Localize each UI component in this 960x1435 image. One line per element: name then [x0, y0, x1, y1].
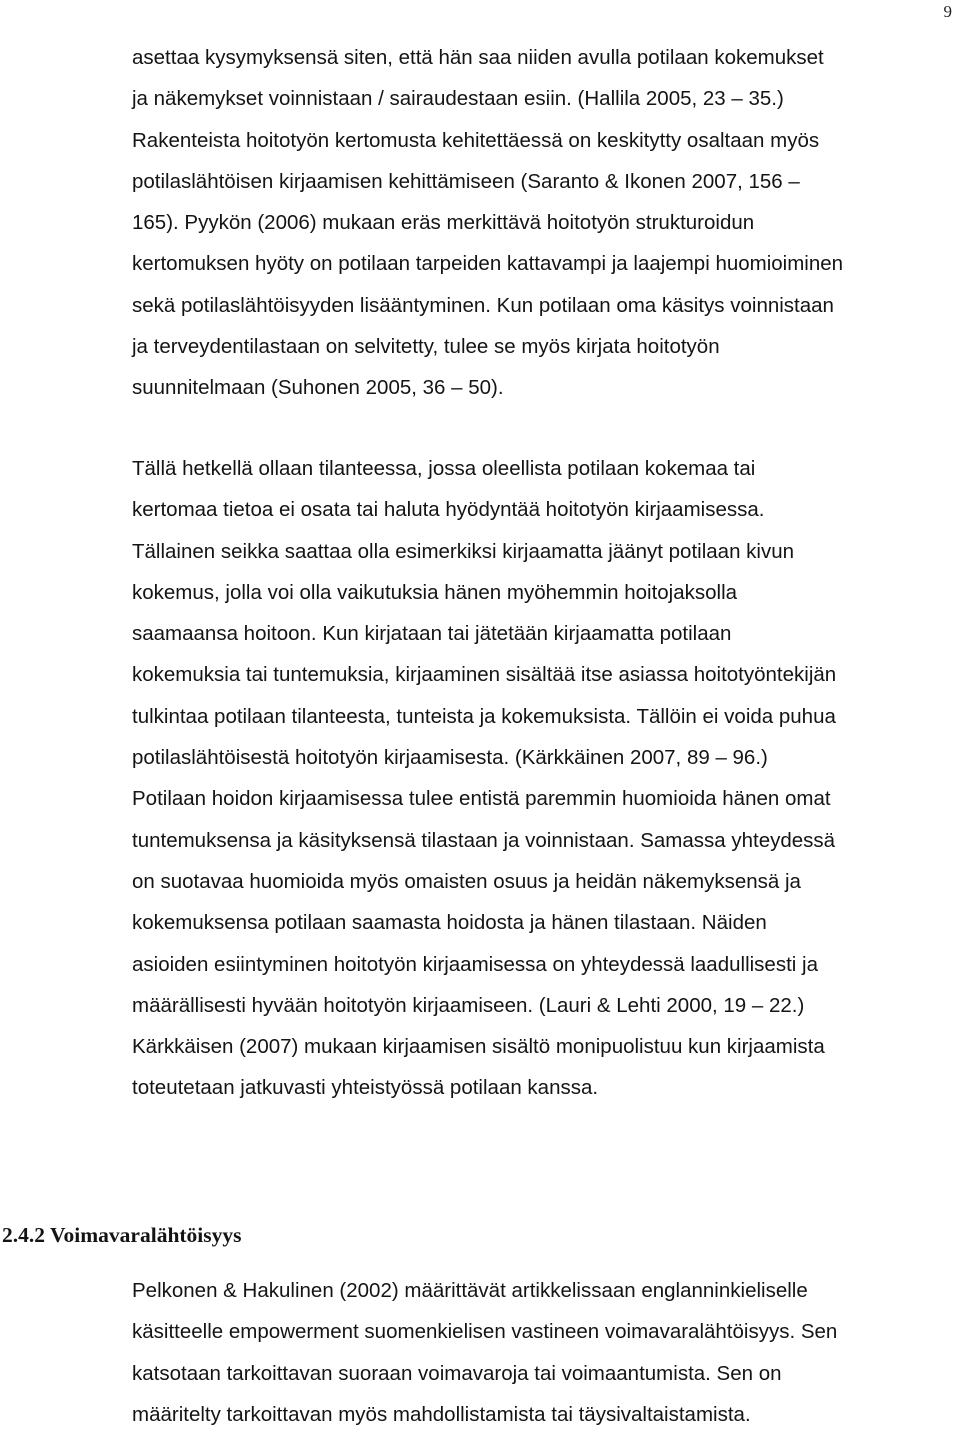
text-line: määritelty tarkoittavan myös mahdollistamista tai täysivaltaistamista. [132, 1402, 751, 1426]
text-line: kokemus, jolla voi olla vaikutuksia hänen myöhemmin hoitojaksolla [132, 580, 738, 604]
text-line: kokemuksia tai tuntemuksia, kirjaaminen sisältää itse asiassa hoitotyöntekijän [132, 663, 837, 687]
text-line: sekä potilaslähtöisyyden lisääntyminen. Kun potilaan oma käsitys voinnistaan [132, 293, 834, 317]
text-line: käsitteelle empowerment suomenkielisen vastineen voimavaralähtöisyys. Sen [132, 1320, 838, 1344]
text-line: kertomaa tietoa ei osata tai haluta hyödyntää hoitotyön kirjaamisessa. [132, 498, 765, 522]
text-line: Rakenteista hoitotyön kertomusta kehitettäessä on keskitytty osaltaan myös [132, 128, 820, 152]
section-heading: 2.4.2 Voimavaralähtöisyys [2, 1223, 242, 1247]
text-line: ja näkemykset voinnistaan / sairaudestaan esiin. (Hallila 2005, 23 – 35.) [132, 87, 784, 111]
text-line: kertomuksen hyöty on potilaan tarpeiden kattavampi ja laajempi huomioiminen [132, 252, 844, 276]
paragraph-current-situation [132, 448, 960, 1109]
text-line: 165). Pyykön (2006) mukaan eräs merkittävä hoitotyön strukturoidun [132, 211, 755, 235]
text-line: toteutetaan jatkuvasti yhteistyössä potilaan kanssa. [132, 1076, 599, 1100]
text-line: Tällainen seikka saattaa olla esimerkiksi kirjaamatta jäänyt potilaan kivun [132, 539, 795, 563]
text-line: potilaslähtöisestä hoitotyön kirjaamisesta. (Kärkkäinen 2007, 89 – 96.) [132, 746, 768, 770]
paragraph-empowerment [132, 1270, 960, 1435]
text-line: ja terveydentilastaan on selvitetty, tulee se myös kirjata hoitotyön [132, 335, 720, 359]
text-line: kokemuksensa potilaan saamasta hoidosta ja hänen tilastaan. Näiden [132, 911, 767, 935]
text-line: saamaansa hoitoon. Kun kirjataan tai jätetään kirjaamatta potilaan [132, 622, 732, 646]
text-line: suunnitelmaan (Suhonen 2005, 36 – 50). [132, 376, 504, 400]
text-line: Potilaan hoidon kirjaamisessa tulee entistä paremmin huomioida hänen omat [132, 787, 831, 811]
text-line: tuntemuksensa ja käsityksensä tilastaan ja voinnistaan. Samassa yhteydessä [132, 828, 836, 852]
text-line: asioiden esiintyminen hoitotyön kirjaamisessa on yhteydessä laadullisesti ja [132, 952, 818, 976]
text-line: Pelkonen & Hakulinen (2002) määrittävät artikkelissaan englanninkieliselle [132, 1279, 808, 1302]
text-line: asettaa kysymyksensä siten, että hän saa niiden avulla potilaan kokemukset [132, 46, 824, 69]
paragraph-hallila-saranto [132, 37, 960, 409]
text-line: Kärkkäisen (2007) mukaan kirjaamisen sisältö monipuolistuu kun kirjaamista [132, 1035, 825, 1059]
text-line: määrällisesti hyvään hoitotyön kirjaamiseen. (Lauri & Lehti 2000, 19 – 22.) [132, 993, 805, 1017]
text-line: katsotaan tarkoittavan suoraan voimavaroja tai voimaantumista. Sen on [132, 1361, 782, 1385]
text-line: tulkintaa potilaan tilanteesta, tunteista ja kokemuksista. Tällöin ei voida puhua [132, 704, 836, 728]
text-line: on suotavaa huomioida myös omaisten osuus ja heidän näkemyksensä ja [132, 869, 801, 893]
page-number: 9 [943, 2, 952, 21]
text-line: Tällä hetkellä ollaan tilanteessa, jossa oleellista potilaan kokemaa tai [132, 457, 756, 480]
text-line: potilaslähtöisen kirjaamisen kehittämiseen (Saranto & Ikonen 2007, 156 – [132, 169, 800, 193]
